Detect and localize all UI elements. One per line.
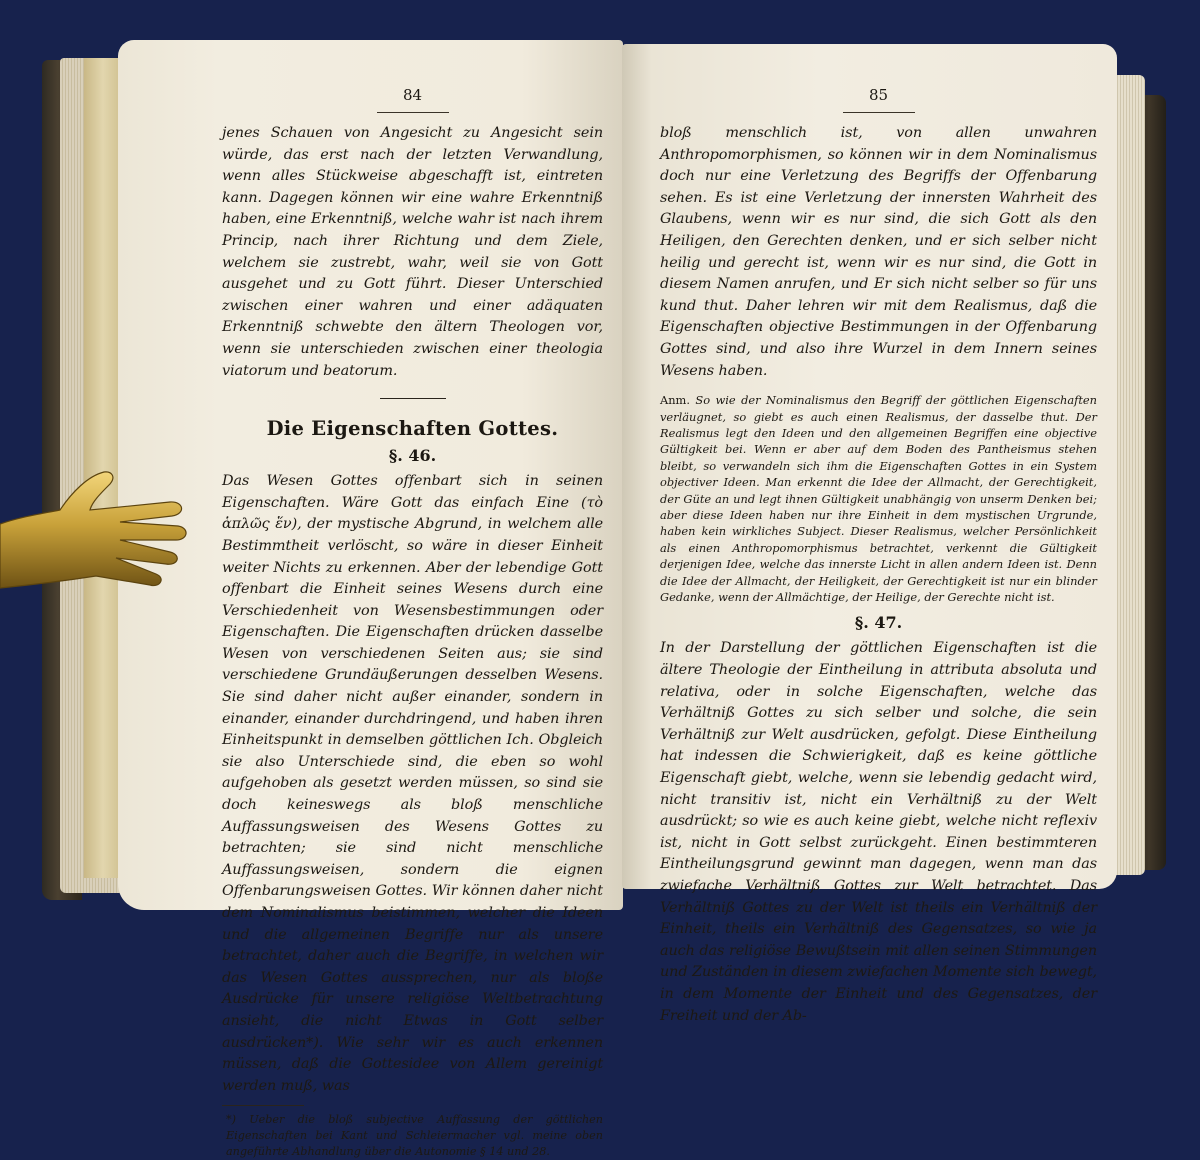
section-divider bbox=[380, 398, 446, 399]
footnote-divider bbox=[222, 1105, 304, 1106]
section-mark-46: §. 46. bbox=[388, 446, 437, 466]
page-number-rule bbox=[843, 112, 915, 113]
note-label: Anm. bbox=[660, 393, 690, 408]
section-mark-47: §. 47. bbox=[854, 613, 903, 633]
page-number-right: 85 bbox=[868, 86, 889, 104]
section-46-paragraph: Das Wesen Gottes offenbart sich in seinen Eigenschaften. Wäre Gott das einfach Eine (τὸ ἁπλῶς ἕν), der mystische Abgrund, in welchem alle Bestimmtheit verlöscht, so wäre in dieser Einheit weiter Nichts zu erkennen. Aber der lebendige Gott offenbart die Einheit seines Wesens durch eine Verschiedenheit von Wesensbestimmungen oder Eigenschaften. Die Eigenschaften drücken dasselbe Wesen von verschiedenen Seiten aus; sie sind verschiedene Grundäußerungen desselben Wesens. Sie sind daher nicht außer einander, sondern in einander, einander durchdringend, und haben ihren Einheitspunkt in demselben göttlichen Ich. Obgleich sie also Unterschiede sind, die eben so wohl aufgehoben als gesetzt werden müssen, so sind sie doch keineswegs als bloß menschliche Auffassungsweisen des Wesens Gottes zu betrachten; sie sind nicht menschliche Auffassungsweisen, sondern die eignen Offenbarungsweisen Gottes. Wir können daher nicht dem Nominalismus beistimmen, welcher die Ideen und die allgemeinen Begriffe nur als unsere betrachtet, daher auch die Begriffe, in welchen wir das Wesen Gottes aussprechen, nur als bloße Ausdrücke für unsere religiöse Weltbetrachtung ansieht, die nicht Etwas in Gott selber ausdrücken*). Wie sehr wir es auch erkennen müssen, daß die Gottesidee von Allem gereinigt werden muß, was bbox=[222, 473, 603, 1094]
footnote: *) Ueber die bloß subjective Auffassung der göttlichen Eigenschaften bei Kant und Schleiermacher vgl. meine oben angeführte Abhandlung über die Autonomie § 14 und 28. bbox=[226, 1113, 603, 1159]
page-number-rule bbox=[377, 112, 449, 113]
intro-paragraph: jenes Schauen von Angesicht zu Angesicht sein würde, das erst nach der letzten Verwandlung, wenn alles Stückweise abgeschafft ist, eintreten kann. Dagegen können wir eine wahre Erkenntniß haben, eine Erkenntniß, welche wahr ist nach ihrem Princip, nach ihrer Richtung und dem Ziele, welchem sie zustrebt, wahr, weil sie von Gott ausgehet und zu Gott führt. Dieser Unterschied zwischen einer wahren und einer adäquaten Erkenntniß schwebte den ältern Theologen vor, wenn sie unterschieden zwischen einer theologia viatorum und beatorum. bbox=[222, 125, 603, 379]
page-number-left: 84 bbox=[402, 86, 423, 104]
note-text: So wie der Nominalismus den Begriff der göttlichen Eigenschaften verläugnet, so giebt es auch einen Realismus, der dasselbe thut. Der Realismus legt den Ideen und den allgemeinen Begriffen eine objective Gültigkeit bei. Wenn er aber auf dem Boden des Pantheismus stehen bleibt, so verwandeln sich ihm die Eigenschaften Gottes in ein System objectiver Ideen. Man erkennt die Idee der Allmacht, der Gerechtigkeit, der Güte an und legt ihnen Gültigkeit unabhängig von unserm Denken bei; aber diese Ideen haben nur ihre Einheit in dem mystischen Urgrunde, haben kein wirkliches Subject. Dieser Realismus, welcher Persönlichkeit als einen Anthropomorphismus betrachtet, verkennt die Gültigkeit derjenigen Idee, welche das innerste Licht in allen andern Ideen ist. Denn die Idee der Allmacht, der Heiligkeit, der Gerechtigkeit ist nur ein blinder Gedanke, wenn der Allmächtige, der Heilige, der Gerechte nicht ist. bbox=[660, 393, 1097, 604]
right-page bbox=[622, 44, 1117, 1024]
annotation-note bbox=[660, 392, 1097, 605]
brass-hand-bookmark bbox=[0, 462, 200, 602]
section-47-paragraph: In der Darstellung der göttlichen Eigenschaften ist die ältere Theologie der Eintheilung in attributa absoluta und relativa, oder in solche Eigenschaften, welche das Verhältniß Gottes zu sich selber und solche, die sein Verhältniß zur Welt ausdrücken, gefolgt. Diese Eintheilung hat indessen die Schwierigkeit, daß es keine göttliche Eigenschaft giebt, welche, wenn sie lebendig gedacht wird, nicht transitiv ist, nicht ein Verhältniß zu der Welt ausdrückt; so wie es auch keine giebt, welche nicht reflexiv ist, nicht in Gott selbst zurückgeht. Einen bestimmteren Eintheilungsgrund gewinnt man dagegen, wenn man das zwiefache Verhältniß Gottes zur Welt betrachtet. Das Verhältniß Gottes zu der Welt ist theils ein Verhältniß der Einheit, theils ein Verhältniß des Gegensatzes, so wie ja auch das religiöse Bewußtsein mit allen seinen Stimmungen und Zuständen in diesem zwiefachen Momente sich bewegt, in dem Momente der Einheit und des Gegensatzes, der Freiheit und der Ab- bbox=[660, 640, 1097, 1024]
top-paragraph: bloß menschlich ist, von allen unwahren Anthropomorphismen, so können wir in dem Nominalismus doch nur eine Verletzung des Begriffs der Offenbarung sehen. Es ist eine Verletzung der innersten Wahrheit des Glaubens, wenn wir es nur sind, die sich Gott als den Heiligen, den Gerechten denken, und er sich selber nicht heilig und gerecht ist, wenn wir es nur sind, die Gott in diesem Namen anrufen, und Er sich nicht selber so für uns kund thut. Daher lehren wir mit dem Realismus, daß die Eigenschaften objective Bestimmungen in der Offenbarung Gottes sind, und also ihre Wurzel in dem Innern seines Wesens haben. bbox=[660, 125, 1097, 379]
chapter-title: Die Eigenschaften Gottes. bbox=[266, 417, 559, 441]
